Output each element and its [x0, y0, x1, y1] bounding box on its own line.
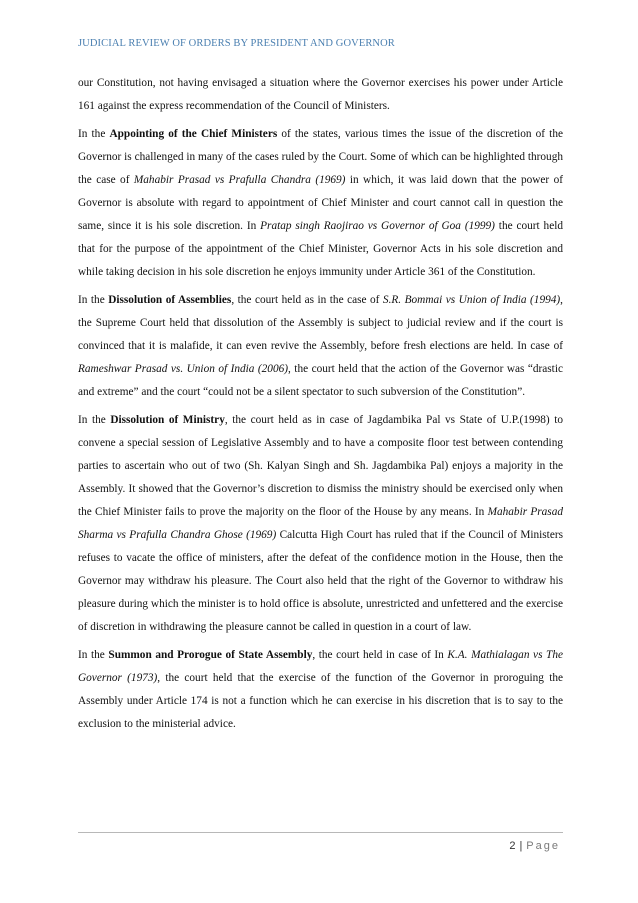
text-run: In the	[78, 649, 109, 661]
page-label: Page	[526, 840, 560, 852]
text-run: , the Supreme Court held that dissolution of the Assembly is subject to judicial review and if the court is convinced that it is malafide, it can even revive the Assembly, before fresh elections are held. In case of	[78, 294, 563, 352]
case-citation-run: Mahabir Prasad vs Prafulla Chandra (1969)	[133, 174, 346, 186]
case-citation-run: Pratap singh Raojirao vs Governor of Goa (1999)	[260, 220, 495, 232]
document-body	[78, 72, 563, 741]
running-header: JUDICIAL REVIEW OF ORDERS BY PRESIDENT AND GOVERNOR	[78, 38, 395, 49]
paragraph-intro	[78, 72, 563, 118]
case-citation-run: Rameshwar Prasad vs. Union of India (2006)	[78, 363, 289, 375]
page-number: 2	[509, 840, 516, 852]
text-run: , the court held in case of In	[312, 649, 448, 661]
paragraph-summon-and-prorogue	[78, 644, 563, 736]
text-run: the court held that for the purpose of the appointment of the Chief Minister, Governor Acts in his sole discretion and while taking decision in his sole discretion he enjoys immunity under Article 361 of the Constitution.	[78, 220, 563, 278]
bold-heading-run: Summon and Prorogue of State Assembly	[108, 649, 313, 661]
text-run: In the	[78, 128, 110, 140]
text-run: Calcutta High Court has ruled that if the Council of Ministers refuses to vacate the office of ministers, after the defeat of the confidence motion in the House, then the Governor may withdraw his pleasure. The Court also held that the right of the Governor to withdraw his pleasure during which the minister is to hold office is absolute, unrestricted and unfettered and the exercise of discretion in withdrawing the pleasure cannot be called in question in a court of law.	[78, 529, 563, 633]
bold-heading-run: Dissolution of Ministry	[110, 414, 225, 426]
text-run: in which, it was laid down that the power of Governor is absolute with regard to appointment of Chief Minister and court cannot call in question the same, since it is his sole discretion. In	[78, 174, 564, 232]
paragraph-appointing-chief-ministers	[78, 123, 563, 284]
bold-heading-run: Dissolution of Assemblies	[108, 294, 232, 306]
text-run: In the	[78, 294, 109, 306]
paragraph-dissolution-of-assemblies	[78, 289, 563, 404]
footer-divider	[78, 832, 563, 833]
text-run: , the court held as in case of Jagdambika Pal vs State of U.P.(1998) to convene a special session of Legislative Assembly and to have a composite floor test between contending parties to ascertain who out of two (Sh. Kalyan Singh and Sh. Jagdambika Pal) enjoys a majority in the Assembly. It showed that the Governor’s discretion to dismiss the ministry should be exercised only when the Chief Minister fails to prove the majority on the floor of the House by any means. In	[78, 414, 563, 518]
case-citation-run: S.R. Bommai vs Union of India (1994)	[382, 294, 561, 306]
text-run: In the	[78, 414, 111, 426]
text-run: , the court held as in the case of	[231, 294, 383, 306]
case-citation-run: Mahabir Prasad Sharma vs Prafulla Chandra Ghose (1969)	[78, 506, 563, 541]
paragraph-dissolution-of-ministry	[78, 409, 563, 639]
footer-separator: |	[519, 840, 523, 852]
text-run: , the court held that the action of the Governor was “drastic and extreme” and the court “could not be a silent spectator to such subversion of the Constitution”.	[78, 363, 563, 398]
bold-heading-run: Appointing of the Chief Ministers	[109, 128, 278, 140]
case-citation-run: K.A. Mathialagan vs The Governor (1973)	[78, 649, 563, 684]
text-run: our Constitution, not having envisaged a situation where the Governor exercises his power under Article 161 against the express recommendation of the Council of Ministers.	[78, 77, 563, 112]
page-footer	[509, 840, 560, 852]
text-run: , the court held that the exercise of the function of the Governor in proroguing the Assembly under Article 174 is not a function which he can exercise in his discretion that is to say to the exclusion to the ministerial advice.	[78, 672, 563, 730]
text-run: of the states, various times the issue of the discretion of the Governor is challenged in many of the cases ruled by the Court. Some of which can be highlighted through the case of	[78, 128, 563, 186]
